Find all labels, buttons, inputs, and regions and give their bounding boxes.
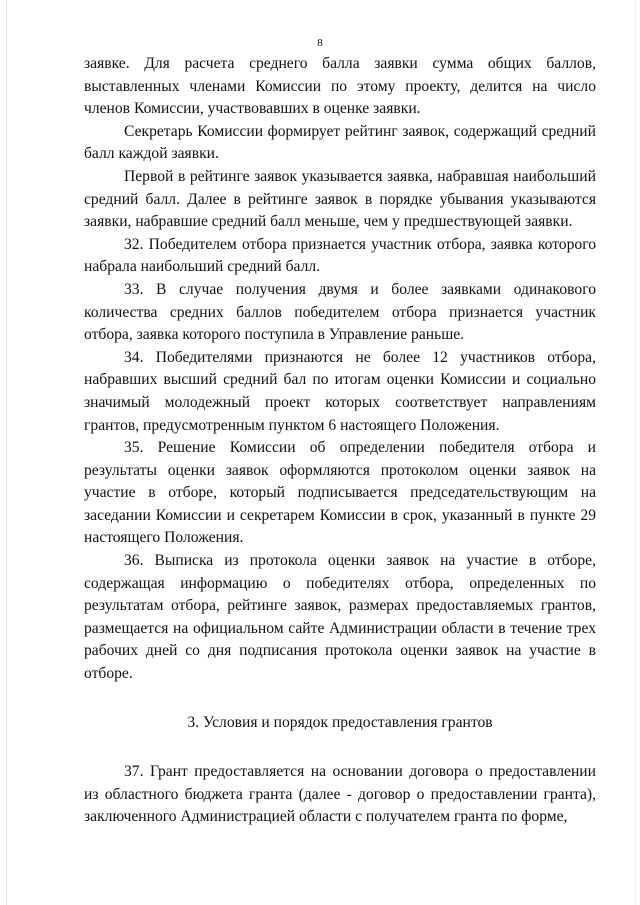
- paragraph-item-34: 34. Победителями признаются не более 12 участников отбора, набравших высший средний бал по итогам оценки Комиссии и социально значимый молодежный проект которых соответствует направлениям грантов, предусмотренным пунктом 6 настоящего Положения.: [84, 348, 596, 434]
- page-number: 8: [317, 37, 323, 49]
- paragraph-item-37: 37. Грант предоставляется на основании договора о предоставлении из областного бюджета гранта (далее - договор о предоставлении гранта), заключенного Администрацией области с получателем гранта по форме,: [84, 763, 596, 826]
- paragraph-item-32: 32. Победителем отбора признается участник отбора, заявка которого набрала наибольший средний балл.: [84, 235, 596, 276]
- paragraph-item-35: 35. Решение Комиссии об определении победителя отбора и результаты оценки заявок оформляются протоколом оценки заявок на участие в отборе, который подписывается председательствующим на заседании Комиссии и секретарем Комиссии в срок, указанный в пункте 29 настоящего Положения.: [84, 439, 596, 547]
- paragraph-rating-order: Первой в рейтинге заявок указывается заявка, набравшая наибольший средний балл. Далее в рейтинге заявок в порядке убывания указываются заявки, набравшие средний балл меньше, чем у предшествующей заявки.: [84, 167, 596, 231]
- scan-edge-right: [635, 0, 636, 905]
- paragraph-continuation: заявке. Для расчета среднего балла заявки сумма общих баллов, выставленных членами Комиссии по этому проекту, делится на число членов Комиссии, участвовавших в оценке заявки.: [84, 55, 596, 118]
- scan-edge-left: [6, 0, 7, 905]
- section-heading: 3. Условия и порядок предоставления грантов: [187, 713, 493, 731]
- paragraph-item-33: 33. В случае получения двумя и более заявками одинакового количества средних баллов победителем отбора признается участник отбора, заявка которого поступила в Управление раньше.: [84, 280, 596, 344]
- document-body: [84, 53, 596, 829]
- paragraph-secretary-rating: Секретарь Комиссии формирует рейтинг заявок, содержащий средний балл каждой заявки.: [84, 122, 596, 163]
- paragraph-item-36: 36. Выписка из протокола оценки заявок на участие в отборе, содержащая информацию о победителях отбора, определенных по результатам отбора, рейтинге заявок, размерах предоставляемых грантов, размещается на официальном сайте Администрации области в течение трех рабочих дней со дня подписания протокола оценки заявок на участие в отборе.: [84, 552, 596, 683]
